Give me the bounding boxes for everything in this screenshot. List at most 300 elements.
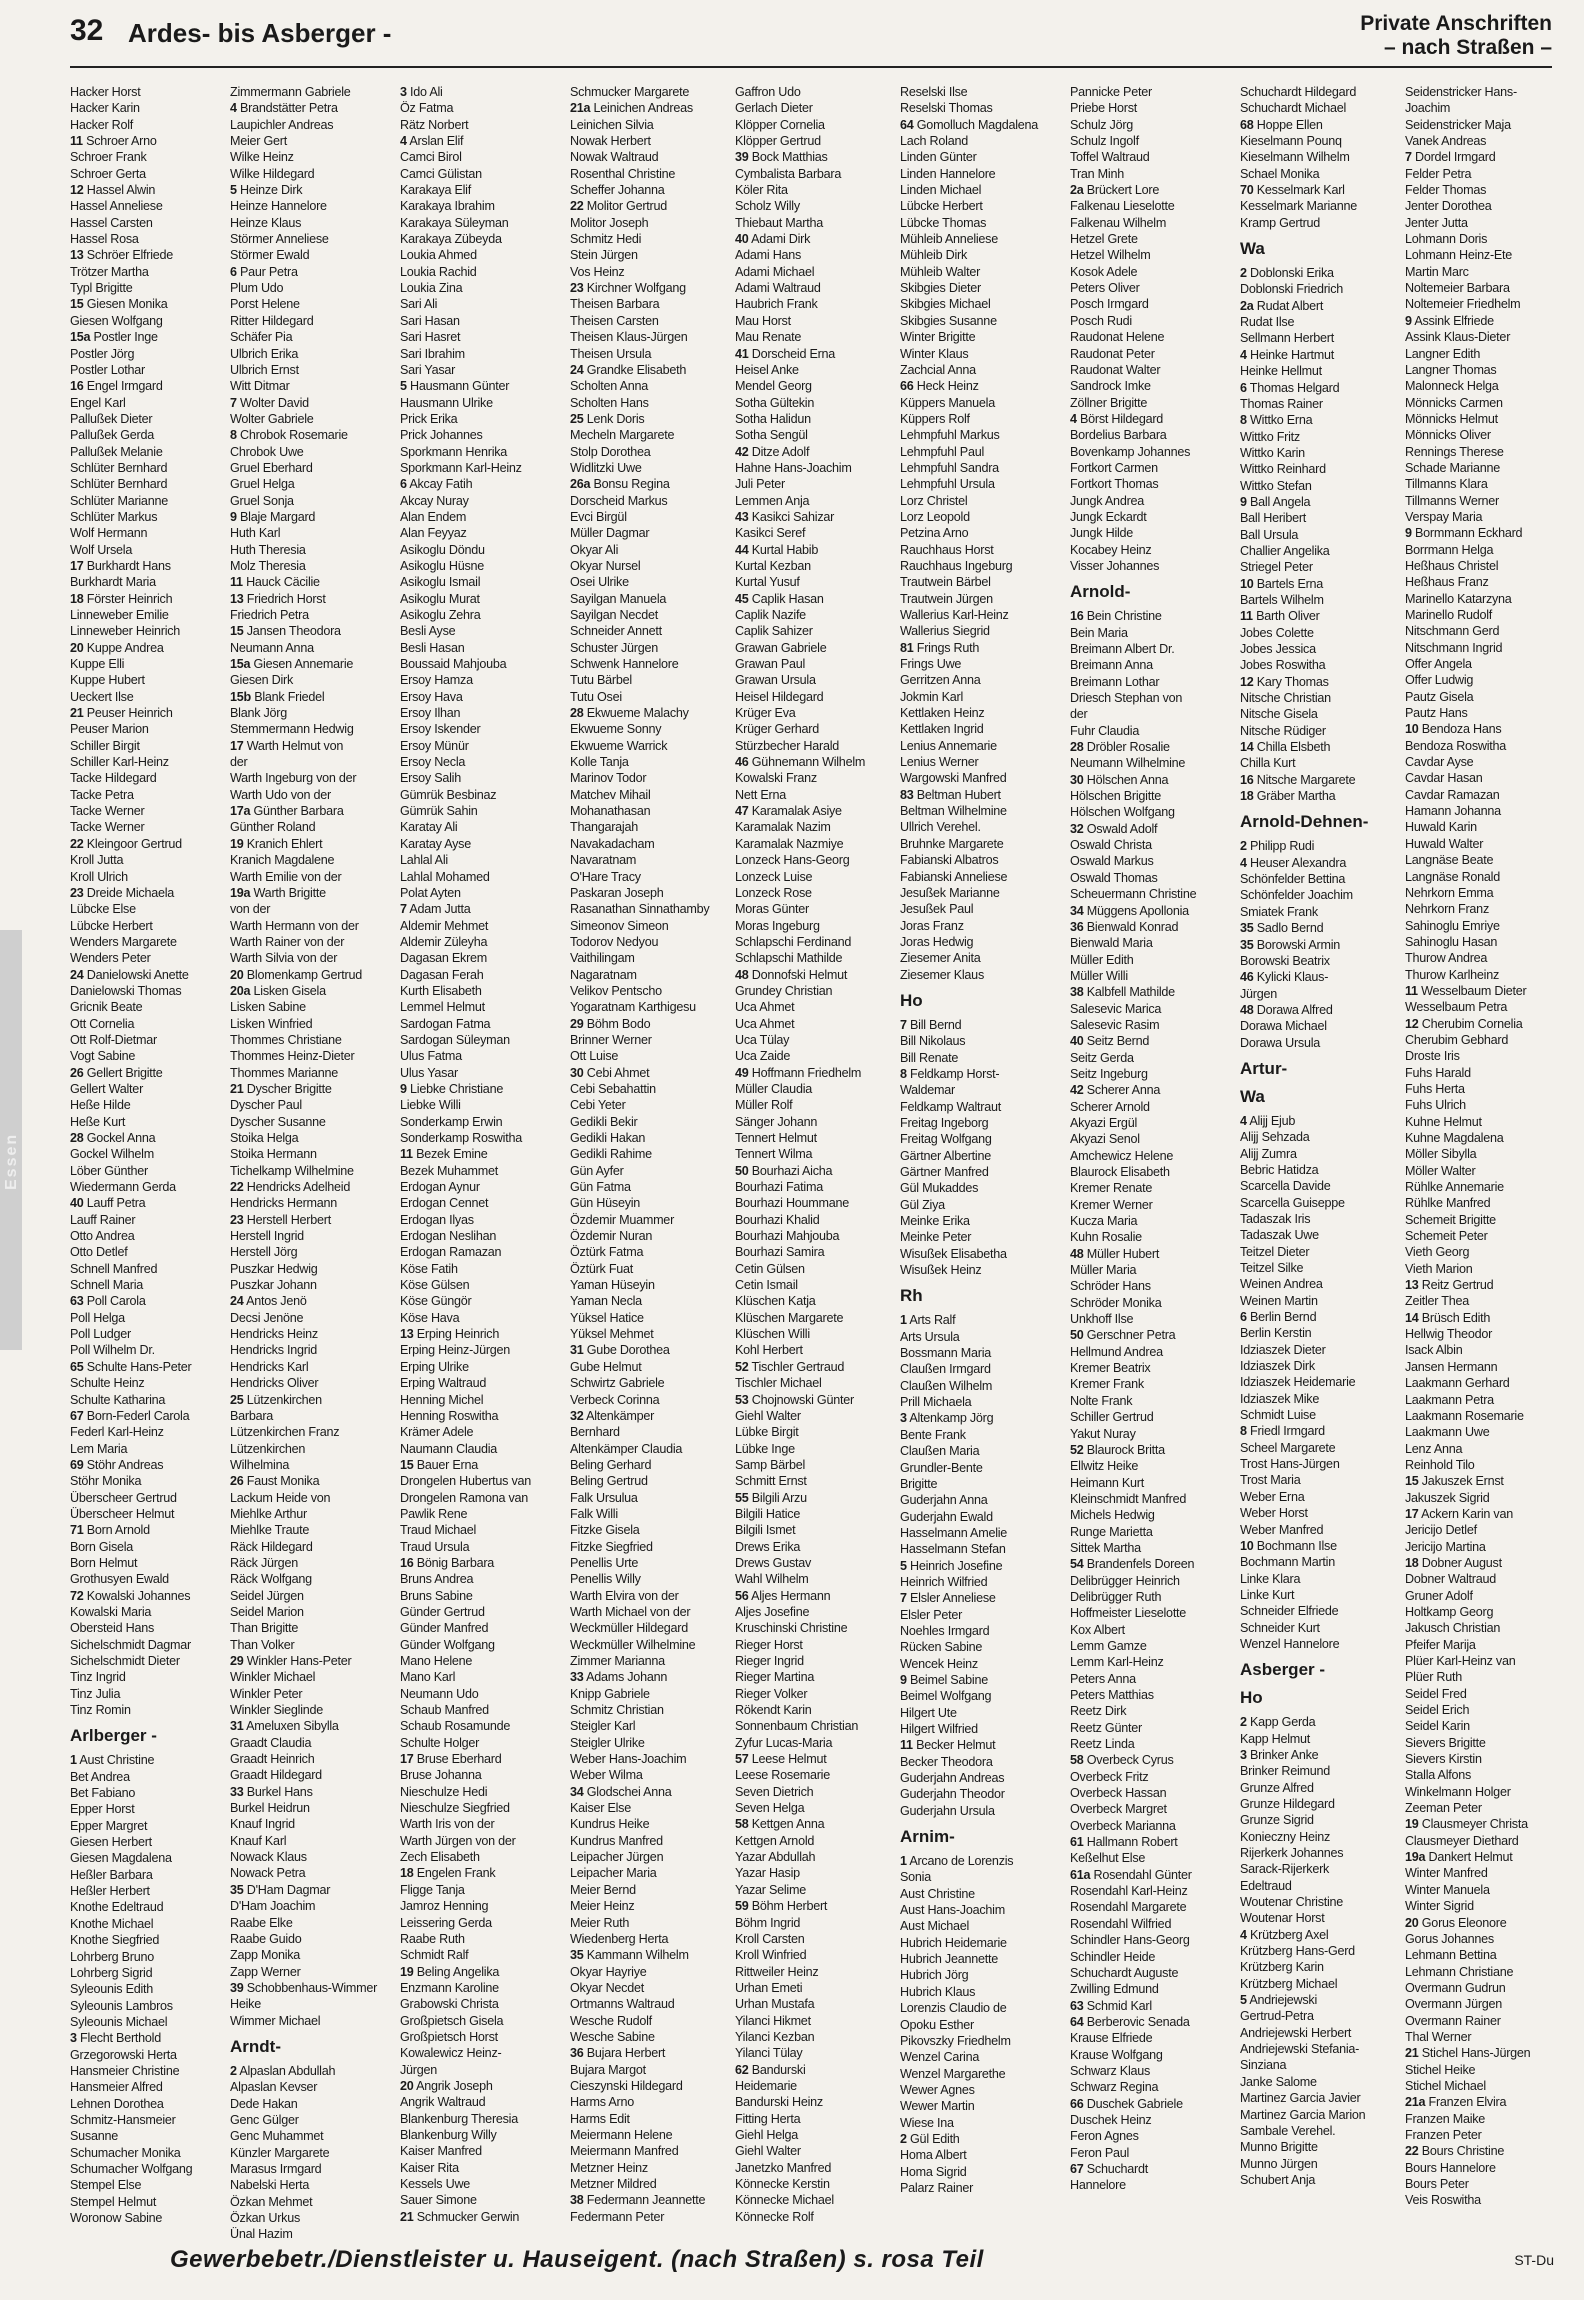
directory-entry: Künzler Margarete bbox=[230, 2145, 330, 2160]
directory-entry: 32 Altenkämper bbox=[570, 1408, 655, 1423]
directory-entry: Rätz Norbert bbox=[400, 117, 469, 132]
directory-entry: Jobes Colette bbox=[1240, 625, 1314, 640]
directory-entry: Alpaslan Kevser bbox=[230, 2080, 318, 2095]
directory-entry: Meinke Erika bbox=[900, 1214, 970, 1229]
directory-entry: Sporkmann Henrika bbox=[400, 444, 508, 459]
directory-entry: Aldemir Mehmet bbox=[400, 918, 489, 933]
directory-entry: Posch Irmgard bbox=[1070, 297, 1149, 312]
house-number: 35 bbox=[1240, 937, 1254, 952]
directory-entry: Akyazi Senol bbox=[1070, 1132, 1140, 1147]
directory-entry: Fabianski Anneliese bbox=[900, 869, 1008, 884]
directory-entry: Plum Udo bbox=[230, 281, 284, 296]
directory-entry: Stoika Hermann bbox=[230, 1147, 317, 1162]
directory-entry: Kieselmann Pounq bbox=[1240, 134, 1342, 149]
directory-entry: Bet Fabiano bbox=[70, 1786, 136, 1801]
directory-entry: Thiebaut Martha bbox=[735, 215, 823, 230]
directory-entry: Gümrük Sahin bbox=[400, 804, 478, 819]
directory-entry: Syleounis Lambros bbox=[70, 1998, 173, 2013]
directory-entry: Herstell Ingrid bbox=[230, 1229, 304, 1244]
footer-note: Gewerbebetr./Dienstleister u. Hauseigent. (nach Straßen) s. rosa Teil bbox=[170, 2246, 984, 2273]
directory-entry: Günder Gertrud bbox=[400, 1604, 485, 1619]
directory-entry: Grawan Ursula bbox=[735, 673, 816, 688]
directory-entry: Stein Jürgen bbox=[570, 248, 638, 263]
directory-entry: Tacke Petra bbox=[70, 787, 134, 802]
directory-entry: Giesen Magdalena bbox=[70, 1851, 172, 1866]
directory-entry: Harms Edit bbox=[570, 2111, 630, 2126]
directory-entry: Fitzke Siegfried bbox=[570, 1539, 653, 1554]
directory-entry: Mano Karl bbox=[400, 1670, 456, 1685]
directory-entry: 42 Scherer Anna bbox=[1070, 1083, 1161, 1098]
directory-entry: Nowak Herbert bbox=[570, 134, 651, 149]
directory-entry: Prill Michaela bbox=[900, 1395, 972, 1410]
directory-entry: Schäfer Pia bbox=[230, 330, 293, 345]
section-title-line2: – nach Straßen – bbox=[1383, 36, 1552, 59]
directory-entry: Gertrud-Petra bbox=[1240, 2009, 1314, 2024]
directory-entry: Schlüter Bernhard bbox=[70, 460, 168, 475]
directory-entry: 20 Angrik Joseph bbox=[400, 2078, 493, 2093]
directory-entry: Claußen Wilhelm bbox=[900, 1378, 993, 1393]
directory-entry: Burkel Heidrun bbox=[230, 1801, 310, 1816]
directory-entry: 42 Ditze Adolf bbox=[735, 444, 810, 459]
house-number: 13 bbox=[1405, 1278, 1419, 1293]
directory-entry: Schneider Elfriede bbox=[1240, 1604, 1339, 1619]
directory-entry: Duschek Heinz bbox=[1070, 2112, 1152, 2127]
directory-column bbox=[735, 84, 891, 2224]
directory-entry: Bill Renate bbox=[900, 1050, 959, 1065]
directory-entry: Schneider Annett bbox=[570, 624, 662, 639]
directory-entry: Gül Ziya bbox=[900, 1197, 945, 1212]
directory-entry: Reselski Ilse bbox=[900, 85, 968, 99]
directory-entry: Henning Roswitha bbox=[400, 1408, 499, 1423]
directory-entry: Miehlke Arthur bbox=[230, 1506, 307, 1521]
house-number: 31 bbox=[230, 1719, 244, 1734]
directory-entry: 16 Nitsche Margarete bbox=[1240, 772, 1356, 787]
directory-entry: Hölschen Brigitte bbox=[1070, 789, 1161, 804]
directory-entry: Bilgili Ismet bbox=[735, 1523, 796, 1538]
directory-entry: Raudonat Walter bbox=[1070, 362, 1161, 377]
directory-entry: Noltemeier Friedhelm bbox=[1405, 297, 1521, 312]
directory-entry: Alijj Sehzada bbox=[1240, 1130, 1310, 1145]
directory-entry: Kroll Ulrich bbox=[70, 869, 128, 884]
directory-entry: Scheel Margarete bbox=[1240, 1440, 1336, 1455]
directory-entry: Poll Wilhelm Dr. bbox=[70, 1343, 155, 1358]
directory-entry: Karakaya Elif bbox=[400, 183, 471, 198]
directory-entry: Heße Hilde bbox=[70, 1098, 131, 1113]
house-number: 30 bbox=[570, 1065, 584, 1080]
directory-entry: Nabelski Herta bbox=[230, 2178, 310, 2193]
directory-entry: 16 Engel Irmgard bbox=[70, 379, 163, 394]
directory-entry: 11 Schroer Arno bbox=[70, 134, 157, 149]
directory-entry: 54 Brandenfels Doreen bbox=[1070, 1557, 1195, 1572]
directory-entry: Trost Hans-Jürgen bbox=[1240, 1457, 1340, 1472]
street-heading: Wa bbox=[1240, 1086, 1265, 1106]
house-number: 4 bbox=[230, 101, 237, 116]
directory-entry: Hetzel Grete bbox=[1070, 232, 1138, 247]
directory-entry: Ulus Fatma bbox=[400, 1049, 462, 1064]
directory-entry: Kuhne Magdalena bbox=[1405, 1131, 1504, 1145]
directory-entry: Meier Bernd bbox=[570, 1882, 636, 1897]
directory-entry: Beling Gerhard bbox=[570, 1457, 652, 1472]
house-number: 42 bbox=[1070, 1083, 1084, 1098]
directory-entry: 35 Sadlo Bernd bbox=[1240, 921, 1324, 936]
directory-entry: Brinker Reimund bbox=[1240, 1764, 1331, 1779]
directory-entry: Trötzer Martha bbox=[70, 264, 149, 279]
house-number: 13 bbox=[70, 248, 84, 263]
house-number: 19a bbox=[1405, 1850, 1426, 1865]
directory-entry: Nieschulze Siegfried bbox=[400, 1801, 510, 1816]
street-heading: Wa bbox=[1240, 239, 1265, 259]
house-number: 16 bbox=[400, 1555, 414, 1570]
directory-entry: Ersoy Salih bbox=[400, 771, 461, 786]
directory-entry: 17 Ackern Karin van bbox=[1405, 1506, 1513, 1521]
directory-entry: Pannicke Peter bbox=[1070, 85, 1152, 99]
directory-entry: 24 Danielowski Anette bbox=[70, 967, 189, 982]
directory-entry: Krützberg Karin bbox=[1240, 1960, 1324, 1975]
house-number: 15a bbox=[70, 330, 91, 345]
directory-entry: der bbox=[230, 755, 248, 770]
directory-entry: Bordelius Barbara bbox=[1070, 428, 1167, 443]
directory-entry: Uca Ahmet bbox=[735, 1000, 795, 1015]
directory-entry: Karakaya Zübeyda bbox=[400, 232, 502, 247]
directory-entry: 4 Alijj Ejub bbox=[1240, 1113, 1296, 1128]
directory-entry: Jürgen bbox=[1240, 986, 1278, 1001]
house-number: 56 bbox=[735, 1588, 749, 1603]
directory-entry: Franzen Peter bbox=[1405, 2127, 1482, 2142]
directory-entry: Fortkort Carmen bbox=[1070, 460, 1158, 475]
directory-entry: Velikov Pentscho bbox=[570, 983, 662, 998]
directory-entry: Verbeck Corinna bbox=[570, 1392, 660, 1407]
directory-entry: 40 Adami Dirk bbox=[735, 232, 811, 247]
directory-entry: Neumann Udo bbox=[400, 1686, 479, 1701]
directory-entry: Bill Nikolaus bbox=[900, 1034, 966, 1049]
directory-entry: Schmidt Luise bbox=[1240, 1408, 1316, 1423]
directory-entry: Mecheln Margarete bbox=[570, 428, 675, 443]
directory-entry: 6 Akcay Fatih bbox=[400, 477, 473, 492]
directory-entry: Ekwueme Warrick bbox=[570, 738, 668, 753]
directory-entry: Jungk Andrea bbox=[1070, 493, 1145, 508]
directory-entry: Köse Gülsen bbox=[400, 1278, 470, 1293]
directory-entry: 66 Duschek Gabriele bbox=[1070, 2096, 1183, 2111]
directory-entry: Ersoy Hamza bbox=[400, 673, 473, 688]
directory-entry: 25 Lenk Doris bbox=[570, 411, 645, 426]
directory-entry: Winter Manuela bbox=[1405, 1882, 1490, 1897]
directory-entry: Kuppe Elli bbox=[70, 657, 125, 672]
directory-entry: Lonzeck Luise bbox=[735, 869, 813, 884]
directory-entry: 63 Schmid Karl bbox=[1070, 1998, 1152, 2013]
directory-entry: Yazar Hasip bbox=[735, 1866, 800, 1881]
directory-entry: Bruse Johanna bbox=[400, 1768, 482, 1783]
house-number: 9 bbox=[900, 1672, 907, 1687]
directory-entry: Puszkar Hedwig bbox=[230, 1261, 318, 1276]
directory-entry: Veis Roswitha bbox=[1405, 2193, 1481, 2208]
directory-entry: Arts Ursula bbox=[900, 1329, 960, 1344]
directory-entry: Raabe Elke bbox=[230, 1915, 293, 1930]
directory-entry: Winkler Michael bbox=[230, 1670, 316, 1685]
directory-entry: Gruel Eberhard bbox=[230, 460, 313, 475]
directory-entry: Tacke Werner bbox=[70, 820, 145, 835]
directory-entry: 5 Heinze Dirk bbox=[230, 183, 303, 198]
directory-entry: 7 Wolter David bbox=[230, 395, 309, 410]
directory-entry: Cetin Gülsen bbox=[735, 1261, 805, 1276]
directory-entry: 14 Chilla Elsbeth bbox=[1240, 740, 1331, 755]
house-number: 40 bbox=[70, 1196, 84, 1211]
directory-entry: Sotha Sengül bbox=[735, 428, 808, 443]
directory-entry: 33 Adams Johann bbox=[570, 1670, 668, 1685]
directory-entry: 15a Postler Inge bbox=[70, 330, 158, 345]
house-number: 34 bbox=[1070, 903, 1084, 918]
directory-entry: Schmitz Hedi bbox=[570, 232, 642, 247]
directory-entry: Borrmann Helga bbox=[1405, 542, 1494, 557]
directory-entry: Ullrich Verehel. bbox=[900, 820, 981, 835]
house-number: 22 bbox=[230, 1180, 244, 1195]
directory-entry: Wisußek Elisabetha bbox=[900, 1246, 1007, 1261]
directory-column bbox=[400, 84, 556, 2224]
house-number: 15a bbox=[230, 657, 251, 672]
directory-entry: Prick Erika bbox=[400, 411, 458, 426]
directory-entry: Runge Marietta bbox=[1070, 1524, 1153, 1539]
directory-entry: Grabowski Christa bbox=[400, 1997, 499, 2012]
directory-entry: 59 Böhm Herbert bbox=[735, 1899, 828, 1914]
directory-entry: Sittek Martha bbox=[1070, 1540, 1141, 1555]
directory-entry: Kuhne Helmut bbox=[1405, 1114, 1482, 1129]
directory-entry: Wittko Fritz bbox=[1240, 429, 1300, 444]
directory-entry: Nowack Klaus bbox=[230, 1850, 307, 1865]
directory-entry: Thurow Karlheinz bbox=[1405, 967, 1499, 982]
house-number: 61a bbox=[1070, 1867, 1091, 1882]
directory-entry: Wenders Margarete bbox=[70, 934, 177, 949]
directory-entry: Günder Wolfgang bbox=[400, 1637, 495, 1652]
directory-entry: Lübcke Else bbox=[70, 902, 136, 917]
directory-entry: Toffel Waltraud bbox=[1070, 150, 1150, 165]
directory-entry: Neumann Wilhelmine bbox=[1070, 756, 1186, 771]
directory-entry: Öztürk Fuat bbox=[570, 1261, 634, 1276]
directory-entry: Priebe Horst bbox=[1070, 101, 1137, 116]
directory-entry: Engel Karl bbox=[70, 395, 126, 410]
directory-entry: Yaman Necla bbox=[570, 1294, 642, 1309]
directory-entry: 9 Liebke Christiane bbox=[400, 1081, 504, 1096]
directory-entry: Schindler Hans-Georg bbox=[1070, 1933, 1190, 1948]
directory-entry: Reetz Dirk bbox=[1070, 1704, 1127, 1719]
directory-entry: D'Ham Joachim bbox=[230, 1899, 316, 1914]
directory-entry: Pallußek Gerda bbox=[70, 428, 154, 443]
directory-entry: Salesevic Rasim bbox=[1070, 1017, 1160, 1032]
directory-entry: Weckmüller Wilhelmine bbox=[570, 1637, 696, 1652]
directory-entry: Vos Heinz bbox=[570, 264, 625, 279]
directory-entry: Felder Thomas bbox=[1405, 183, 1487, 198]
directory-entry: Gün Ayfer bbox=[570, 1163, 624, 1178]
directory-entry: Köse Fatih bbox=[400, 1261, 458, 1276]
directory-entry: Kosok Adele bbox=[1070, 264, 1138, 279]
house-number: 3 bbox=[1240, 1747, 1247, 1762]
directory-entry: Ott Rolf-Dietmar bbox=[70, 1032, 157, 1047]
directory-entry: Kettlaken Heinz bbox=[900, 706, 985, 721]
directory-entry: Elsler Peter bbox=[900, 1607, 963, 1622]
directory-entry: Cherubim Gebhard bbox=[1405, 1032, 1509, 1047]
directory-entry: Falk Willi bbox=[570, 1506, 618, 1521]
directory-entry: Delibrügger Heinrich bbox=[1070, 1573, 1180, 1588]
directory-entry: Lahlal Ali bbox=[400, 853, 448, 868]
directory-entry: 52 Tischler Gertraud bbox=[735, 1359, 845, 1374]
directory-entry: Überscheer Helmut bbox=[70, 1506, 175, 1521]
directory-entry: Mühleib Walter bbox=[900, 264, 981, 279]
directory-entry: Möller Sibylla bbox=[1405, 1147, 1477, 1162]
directory-entry: Löber Günther bbox=[70, 1163, 148, 1178]
directory-entry: Ball Ursula bbox=[1240, 527, 1299, 542]
directory-entry: Könnecke Michael bbox=[735, 2193, 834, 2208]
house-number: 29 bbox=[570, 1016, 584, 1031]
directory-entry: Sichelschmidt Dagmar bbox=[70, 1637, 191, 1652]
directory-entry: Homa Albert bbox=[900, 2148, 967, 2163]
house-number: 2 bbox=[230, 2063, 237, 2078]
directory-entry: Seidel Jürgen bbox=[230, 1588, 304, 1603]
house-number: 83 bbox=[900, 787, 914, 802]
directory-entry: Typl Brigitte bbox=[70, 281, 133, 296]
directory-entry: Lenz Anna bbox=[1405, 1441, 1463, 1456]
directory-entry: Laakmann Petra bbox=[1405, 1392, 1494, 1407]
directory-entry: Schumacher Monika bbox=[70, 2145, 181, 2160]
directory-entry: Hendricks Karl bbox=[230, 1359, 309, 1374]
directory-entry: Edeltraud bbox=[1240, 1878, 1292, 1893]
directory-entry: Assink Klaus-Dieter bbox=[1405, 330, 1511, 345]
directory-entry: Warth Michael von der bbox=[570, 1604, 691, 1619]
directory-entry: Winkler Sieglinde bbox=[230, 1703, 324, 1718]
house-number: 22 bbox=[570, 199, 584, 214]
house-number: 21 bbox=[400, 2209, 414, 2224]
directory-entry: Jobes Roswitha bbox=[1240, 658, 1326, 673]
directory-entry: Raudonat Peter bbox=[1070, 346, 1155, 361]
directory-column bbox=[1070, 84, 1226, 2224]
directory-entry: Delibrügger Ruth bbox=[1070, 1589, 1162, 1604]
house-number: 59 bbox=[735, 1899, 749, 1914]
directory-entry: Cebi Sebahattin bbox=[570, 1081, 656, 1096]
directory-entry: Yogaratnam Karthigesu bbox=[570, 1000, 696, 1015]
directory-entry: Drongelen Hubertus van bbox=[400, 1474, 532, 1489]
directory-entry: Ersoy Iskender bbox=[400, 722, 481, 737]
house-number: 28 bbox=[70, 1131, 84, 1145]
house-number: 14 bbox=[1240, 740, 1254, 755]
directory-entry: Zyfur Lucas-Maria bbox=[735, 1735, 833, 1750]
directory-entry: Grundler-Bente bbox=[900, 1460, 983, 1475]
directory-entry: Langner Edith bbox=[1405, 346, 1481, 361]
directory-entry: Hilgert Wilfried bbox=[900, 1722, 978, 1736]
directory-entry: Kroll Jutta bbox=[70, 853, 124, 868]
directory-entry: Okyar Necdet bbox=[570, 1980, 644, 1995]
directory-entry: Müller Claudia bbox=[735, 1081, 812, 1096]
directory-entry: Than Volker bbox=[230, 1637, 295, 1652]
directory-entry: 9 Assink Elfriede bbox=[1405, 313, 1494, 328]
section-title bbox=[1360, 12, 1552, 60]
directory-entry: Rudat Ilse bbox=[1240, 315, 1295, 330]
directory-entry: Sotha Halidun bbox=[735, 411, 811, 426]
directory-entry: Syleounis Edith bbox=[70, 1982, 154, 1997]
directory-entry: Grawan Gabriele bbox=[735, 640, 827, 655]
directory-entry: Linke Klara bbox=[1240, 1571, 1301, 1586]
directory-entry: Lehmpfuhl Paul bbox=[900, 444, 985, 459]
directory-entry: Navakadacham bbox=[570, 836, 655, 851]
directory-entry: 22 Hendricks Adelheid bbox=[230, 1180, 351, 1195]
directory-entry: Jesußek Marianne bbox=[900, 885, 1000, 900]
directory-entry: Porst Helene bbox=[230, 297, 300, 312]
directory-entry: Winter Sigrid bbox=[1405, 1899, 1474, 1914]
house-number: 11 bbox=[1240, 609, 1253, 624]
directory-entry: Verspay Maria bbox=[1405, 509, 1483, 524]
directory-entry: Asikoglu Murat bbox=[400, 591, 480, 606]
directory-entry: Andriejewski Stefania- bbox=[1240, 2042, 1360, 2057]
directory-entry: Prick Johannes bbox=[400, 428, 483, 443]
directory-entry: Klöpper Gertrud bbox=[735, 134, 821, 149]
directory-entry: Bovenkamp Johannes bbox=[1070, 444, 1191, 459]
directory-entry: Clausmeyer Diethard bbox=[1405, 1833, 1519, 1848]
directory-entry: Nowak Waltraud bbox=[570, 150, 659, 165]
directory-entry: Susanne bbox=[70, 2129, 118, 2144]
directory-entry: Reinhold Tilo bbox=[1405, 1457, 1475, 1472]
directory-entry: 18 Gräber Martha bbox=[1240, 789, 1336, 804]
directory-entry: Urhan Mustafa bbox=[735, 1997, 815, 2012]
directory-entry: Samp Bärbel bbox=[735, 1457, 806, 1472]
directory-entry: Wesche Sabine bbox=[570, 2029, 655, 2044]
house-number: 58 bbox=[735, 1817, 749, 1832]
house-number: 14 bbox=[1405, 1310, 1419, 1325]
house-number: 11 bbox=[70, 134, 83, 149]
directory-entry: Wencek Heinz bbox=[900, 1656, 978, 1671]
directory-entry: Nett Erna bbox=[735, 787, 786, 802]
house-number: 38 bbox=[1070, 985, 1084, 1000]
directory-entry: 1 Aust Christine bbox=[70, 1753, 155, 1768]
directory-entry: Linneweber Heinrich bbox=[70, 624, 181, 639]
house-number: 17 bbox=[230, 738, 244, 753]
directory-entry: Knothe Edeltraud bbox=[70, 1900, 164, 1915]
directory-entry: Poll Ludger bbox=[70, 1327, 131, 1342]
house-number: 5 bbox=[400, 379, 407, 394]
directory-entry: Noltemeier Barbara bbox=[1405, 281, 1510, 296]
directory-entry: Andriejewski Herbert bbox=[1240, 2025, 1352, 2040]
directory-entry: Asikoglu Ismail bbox=[400, 575, 481, 590]
directory-entry: Felder Petra bbox=[1405, 166, 1472, 181]
directory-entry: Ersoy Necla bbox=[400, 755, 466, 770]
directory-entry: Kremer Beatrix bbox=[1070, 1361, 1151, 1376]
directory-entry: Köse Güngör bbox=[400, 1294, 472, 1309]
directory-entry: 41 Dorscheid Erna bbox=[735, 346, 836, 361]
house-number: 11 bbox=[400, 1147, 413, 1162]
directory-column bbox=[1405, 84, 1561, 2224]
directory-entry: Feron Agnes bbox=[1070, 2129, 1139, 2144]
directory-entry: Hansmeier Alfred bbox=[70, 2080, 163, 2095]
directory-entry: Loukia Rachid bbox=[400, 264, 477, 279]
directory-entry: Tran Minh bbox=[1070, 166, 1124, 181]
directory-entry: Marasus Irmgard bbox=[230, 2161, 322, 2176]
directory-entry: Gellert Walter bbox=[70, 1081, 144, 1096]
directory-entry: 1 Arts Ralf bbox=[900, 1313, 956, 1328]
directory-entry: 61 Hallmann Robert bbox=[1070, 1835, 1178, 1850]
directory-entry: Sayilgan Manuela bbox=[570, 591, 667, 606]
directory-entry: Sari Yasar bbox=[400, 362, 456, 377]
directory-entry: Aldemir Züleyha bbox=[400, 934, 488, 949]
directory-entry: Bente Frank bbox=[900, 1427, 966, 1442]
directory-entry: Schneider Kurt bbox=[1240, 1620, 1320, 1635]
directory-entry: Giesen Wolfgang bbox=[70, 313, 163, 328]
directory-entry: Stürzbecher Harald bbox=[735, 738, 839, 753]
directory-entry: 21 Peuser Heinrich bbox=[70, 706, 173, 721]
directory-entry: Gorus Johannes bbox=[1405, 1931, 1494, 1946]
directory-entry: Lauff Rainer bbox=[70, 1212, 136, 1227]
house-number: 63 bbox=[1070, 1998, 1084, 2013]
house-number: 15b bbox=[230, 689, 251, 704]
directory-entry: 50 Bourhazi Aicha bbox=[735, 1163, 833, 1178]
directory-entry: Heike bbox=[230, 1997, 261, 2012]
directory-entry: 30 Cebi Ahmet bbox=[570, 1065, 650, 1080]
directory-entry: Visser Johannes bbox=[1070, 558, 1160, 573]
directory-entry: Brinner Werner bbox=[570, 1032, 652, 1047]
